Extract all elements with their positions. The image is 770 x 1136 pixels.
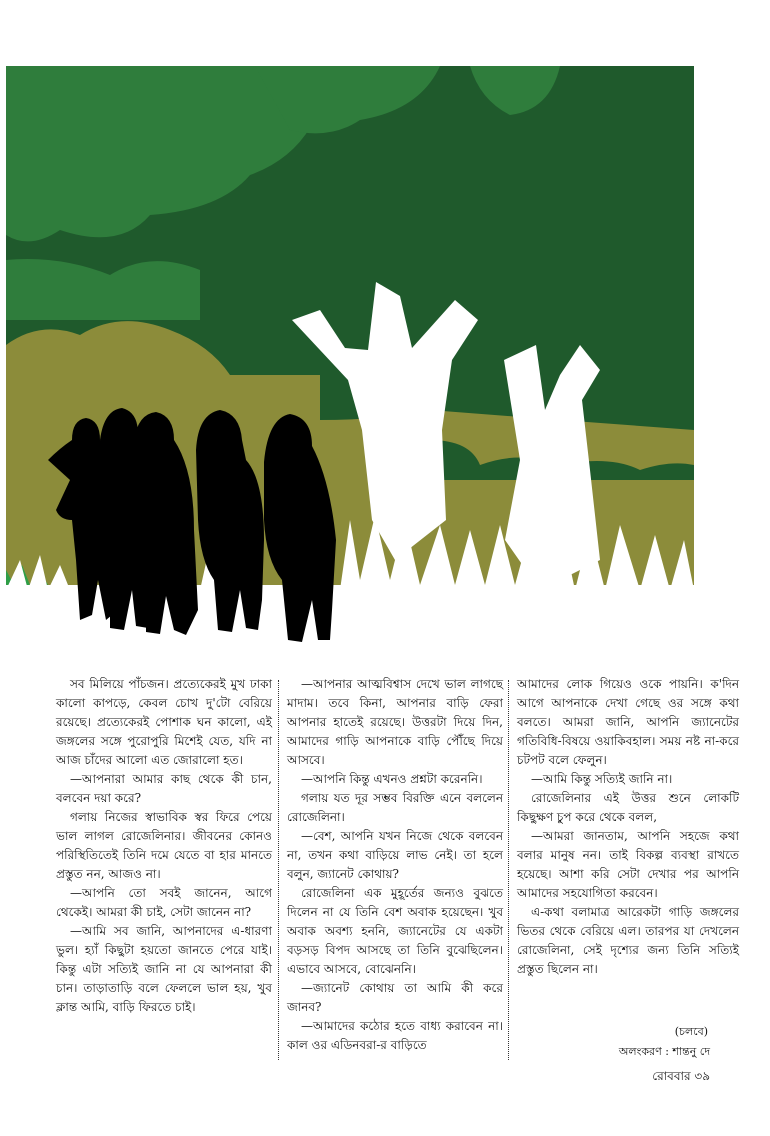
paragraph: আমাদের লোক গিয়েও ওকে পায়নি। ক'দিন আগে আপনাকে দেখা গেছে ওর সঙ্গে কথা বলতে। আমরা জানি, আপনি জ্যানেটের গতিবিধি-বিষয়ে ওয়াকিবহাল। সময় নষ্ট না-করে চটপট বলে ফেলুন। [517,677,739,767]
paragraph: —আমাদের কঠোর হতে বাধ্য করাবেন না। কাল ওর এডিনবরা-র বাড়িতে [287,1019,503,1052]
paragraph: গলায় নিজের স্বাভাবিক স্বর ফিরে পেয়ে ভাল লাগল রোজেলিনার। জীবনের কোনও পরিস্থিতিতেই তিনি দমে যেতে বা হার মানতে প্রস্তুত নন, আজও না। [56,810,272,881]
paragraph: —আপনি কিন্তু এখনও প্রশ্নটা করেননি। [301,772,483,786]
paragraph: —আমি কিন্তু সত্যিই জানি না। [531,772,673,786]
paragraph: —জ্যানেট কোথায় তা আমি কী করে জানব? [287,981,503,1014]
illustration-credit: অলংকরণ : শান্তনু দে [618,1045,710,1058]
text-column-3 [517,675,739,979]
column-divider [278,680,279,1060]
column-divider [508,680,509,1060]
paragraph: —আপনি তো সবই জানেন, আগে থেকেই। আমরা কী চাই, সেটা জানেন না? [56,886,272,919]
paragraph: রোজেলিনা এক মুহূর্তের জন্যও বুঝতে দিলেন না যে তিনি বেশ অবাক হয়েছেন। খুব অবাক অবশ্য হননি, জ্যানেটের যে একটা বড়সড় বিপদ আসছে তা তিনি বুঝেছিলেন। এভাবে আসবে, বোঝেননি। [287,886,503,976]
paragraph: —আমি সব জানি, আপনাদের এ-ধারণা ভুল। হ্যাঁ কিছুটা হয়তো জানতে পেরে যাই। কিন্তু এটা সত্যিই জানি না যে আপনারা কী চান। তাড়াতাড়ি বলে ফেললে ভাল হয়, খুব ক্লান্ত আমি, বাড়ি ফিরতে চাই। [56,924,272,1014]
paragraph: সব মিলিয়ে পাঁচজন। প্রত্যেকেরই মুখ ঢাকা কালো কাপড়ে, কেবল চোখ দু'টো বেরিয়ে রয়েছে। প্রত্যেকেরই পোশাক ঘন কালো, এই জঙ্গলের সঙ্গে পুরোপুরি মিশেই যেত, যদি না আজ চাঁদের আলো এত জোরালো হত। [56,677,272,767]
paragraph: —আমরা জানতাম, আপনি সহজে কথা বলার মানুষ নন। তাই বিকল্প ব্যবস্থা রাখতে হয়েছে। আশা করি সেটা দেখার পর আপনি আমাদের সহযোগিতা করবেন। [517,829,739,900]
page-folio: রোববার ৩৯ [652,1069,710,1083]
paragraph: এ-কথা বলামাত্র আরেকটা গাড়ি জঙ্গলের ভিতর থেকে বেরিয়ে এল। তারপর যা দেখলেন রোজেলিনা, সেই দৃশ্যের জন্য তিনি সত্যিই প্রস্তুত ছিলেন না। [517,905,739,976]
paragraph: গলায় যত দূর সম্ভব বিরক্তি এনে বললেন রোজেলিনা। [287,791,503,824]
continued-note: (চলবে) [674,1025,708,1038]
paragraph: —বেশ, আপনি যখন নিজে থেকে বলবেন না, তখন কথা বাড়িয়ে লাভ নেই। তা হলে বলুন, জ্যানেট কোথায়? [287,829,503,881]
text-column-1 [56,675,272,1017]
paragraph: রোজেলিনার এই উত্তর শুনে লোকটি কিছুক্ষণ চুপ করে থেকে বলল, [517,791,739,824]
paragraph: —আপনারা আমার কাছ থেকে কী চান, বলবেন দয়া করে? [56,772,272,805]
text-column-2 [287,675,503,1055]
paragraph: —আপনার আত্মবিশ্বাস দেখে ভাল লাগছে মাদাম। তবে কিনা, আপনার বাড়ি ফেরা আপনার হাতেই রয়েছে। উত্তরটা দিয়ে দিন, আমাদের গাড়ি আপনাকে বাড়ি পৌঁছে দিয়ে আসবে। [287,677,503,767]
